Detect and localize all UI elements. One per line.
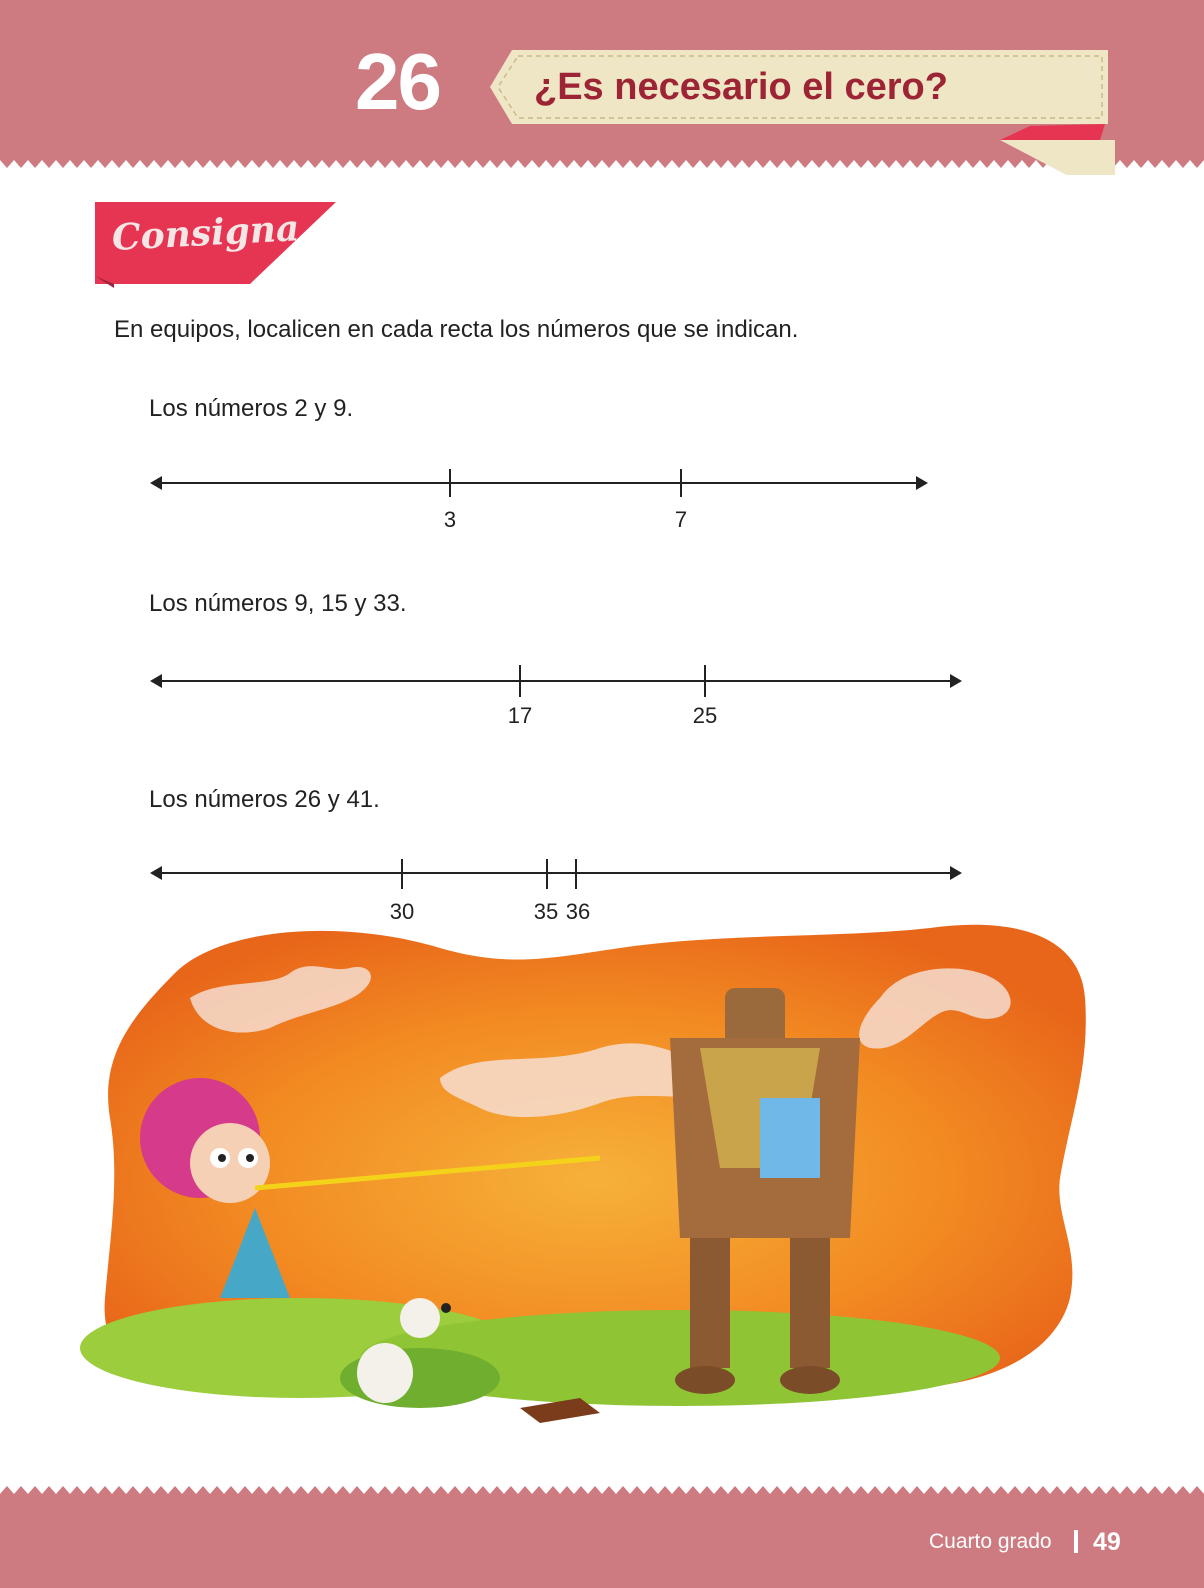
exercise-1-prompt: Los números 2 y 9. xyxy=(149,395,354,422)
tick-label-25: 25 xyxy=(692,703,718,728)
number-line-1[interactable] xyxy=(0,450,1204,530)
tick-label-30: 30 xyxy=(389,899,415,920)
instruction-text: En equipos, localicen en cada recta los números que se indican. xyxy=(114,316,799,343)
exercise-2-prompt: Los números 9, 15 y 33. xyxy=(149,590,407,617)
page-number: 49 xyxy=(1093,1528,1121,1556)
grade-label: Cuarto grado xyxy=(929,1530,1052,1553)
tick-label-35: 35 xyxy=(533,899,559,920)
lesson-title: ¿Es necesario el cero? xyxy=(534,66,948,108)
page-separator xyxy=(1074,1530,1078,1553)
illustration xyxy=(80,918,1090,1438)
number-line-2[interactable] xyxy=(0,648,1204,728)
tick-label-7: 7 xyxy=(674,507,688,530)
number-line-3[interactable] xyxy=(0,840,1204,920)
exercise-3-prompt: Los números 26 y 41. xyxy=(149,786,380,813)
section-label: Consigna xyxy=(110,207,301,259)
lesson-number: 26 xyxy=(355,37,440,126)
tick-label-3: 3 xyxy=(443,507,457,530)
tick-label-36: 36 xyxy=(565,899,591,920)
tick-label-17: 17 xyxy=(507,703,533,728)
